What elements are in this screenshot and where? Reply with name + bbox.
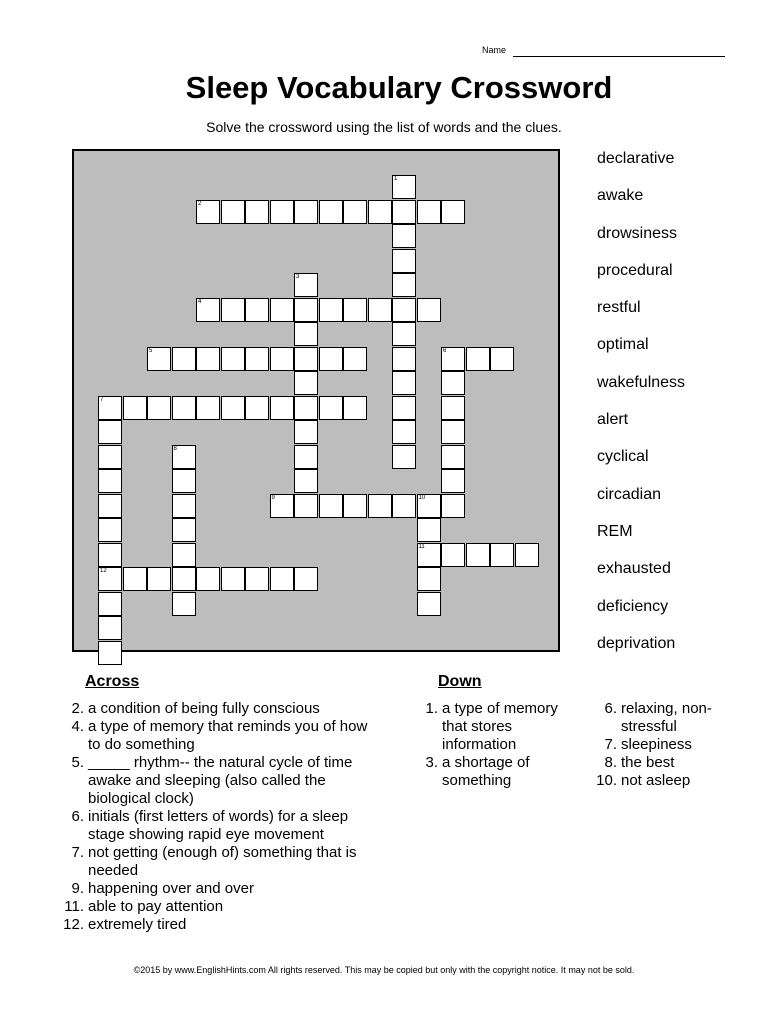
- crossword-cell[interactable]: [441, 347, 465, 371]
- crossword-cell[interactable]: [294, 273, 318, 297]
- crossword-cell[interactable]: [417, 200, 441, 224]
- word-bank-item: circadian: [597, 485, 662, 503]
- word-bank-item: optimal: [597, 336, 649, 354]
- crossword-cell[interactable]: [172, 494, 196, 518]
- crossword-cell[interactable]: [196, 396, 220, 420]
- crossword-cell[interactable]: [417, 543, 441, 567]
- crossword-cell[interactable]: [245, 396, 269, 420]
- word-bank-item: REM: [597, 522, 633, 540]
- crossword-cell[interactable]: [368, 494, 392, 518]
- across-clue: 12. extremely tired: [63, 916, 187, 933]
- across-clue-list: [52, 700, 372, 934]
- name-field-line[interactable]: [513, 56, 725, 57]
- crossword-cell[interactable]: [98, 396, 122, 420]
- clue-number: 4: [198, 298, 202, 305]
- crossword-cell[interactable]: [172, 347, 196, 371]
- crossword-cell[interactable]: [172, 445, 196, 469]
- crossword-cell[interactable]: [245, 298, 269, 322]
- word-bank-item: restful: [597, 299, 641, 317]
- crossword-grid: [72, 149, 560, 652]
- clue-number: 6: [443, 347, 447, 354]
- crossword-cell[interactable]: [147, 567, 171, 591]
- crossword-cell[interactable]: [294, 200, 318, 224]
- across-clue: 7. not getting (enough of) something that is needed: [71, 844, 357, 879]
- crossword-cell[interactable]: [417, 298, 441, 322]
- crossword-cell[interactable]: [417, 494, 441, 518]
- crossword-cell[interactable]: [392, 420, 416, 444]
- crossword-cell[interactable]: [392, 322, 416, 346]
- crossword-cell[interactable]: [392, 396, 416, 420]
- across-clue: 6. initials (first letters of words) for a sleep stage showing rapid eye movement: [71, 808, 349, 843]
- clue-number: 12: [100, 568, 107, 574]
- down-heading: Down: [438, 673, 482, 690]
- crossword-cell[interactable]: [441, 445, 465, 469]
- crossword-cell[interactable]: [294, 396, 318, 420]
- across-clue: 5. _____ rhythm-- the natural cycle of time awake and sleeping (also called the biological clock): [71, 754, 353, 807]
- crossword-cell[interactable]: [172, 592, 196, 616]
- crossword-cell[interactable]: [368, 298, 392, 322]
- crossword-cell[interactable]: [221, 298, 245, 322]
- crossword-cell[interactable]: [245, 567, 269, 591]
- crossword-cell[interactable]: [294, 420, 318, 444]
- crossword-cell[interactable]: [392, 445, 416, 469]
- crossword-cell[interactable]: [245, 200, 269, 224]
- crossword-cell[interactable]: [441, 494, 465, 518]
- across-heading: Across: [85, 673, 140, 690]
- clue-number: 3: [296, 274, 300, 280]
- crossword-cell[interactable]: [221, 396, 245, 420]
- crossword-cell[interactable]: [147, 396, 171, 420]
- crossword-cell[interactable]: [441, 420, 465, 444]
- across-clue: 11. able to pay attention: [64, 898, 224, 915]
- crossword-cell[interactable]: [270, 200, 294, 224]
- page-title: Sleep Vocabulary Crossword: [185, 70, 613, 105]
- word-bank: [597, 150, 685, 672]
- crossword-cell[interactable]: [392, 273, 416, 297]
- crossword-cell[interactable]: [270, 396, 294, 420]
- crossword-cell[interactable]: [319, 298, 343, 322]
- copyright-footer: ©2015 by www.EnglishHints.com All rights reserved. This may be copied but only with the copyright notice. It may not be sold.: [133, 965, 635, 975]
- crossword-cell[interactable]: [123, 396, 147, 420]
- crossword-cell[interactable]: [98, 469, 122, 493]
- crossword-cell[interactable]: [343, 200, 367, 224]
- word-bank-item: drowsiness: [597, 224, 678, 242]
- across-clue: 2. a condition of being fully conscious: [71, 700, 320, 717]
- crossword-cell[interactable]: [172, 396, 196, 420]
- clue-number: 2: [198, 200, 202, 207]
- crossword-cell[interactable]: [343, 347, 367, 371]
- crossword-cell[interactable]: [392, 298, 416, 322]
- crossword-cell[interactable]: [343, 298, 367, 322]
- clue-number: 10: [418, 494, 426, 501]
- crossword-cell[interactable]: [294, 371, 318, 395]
- crossword-cell[interactable]: [98, 494, 122, 518]
- crossword-cell[interactable]: [294, 494, 318, 518]
- crossword-cell[interactable]: [196, 567, 220, 591]
- crossword-cell[interactable]: [196, 298, 220, 322]
- crossword-cell[interactable]: [98, 616, 122, 640]
- crossword-cell[interactable]: [98, 543, 122, 567]
- clue-number: 1: [394, 176, 398, 182]
- clue-number: 8: [173, 445, 177, 452]
- crossword-cell[interactable]: [441, 371, 465, 395]
- crossword-cell[interactable]: [392, 494, 416, 518]
- crossword-cell[interactable]: [417, 567, 441, 591]
- down-clue: 10. not asleep: [596, 772, 691, 789]
- crossword-cell[interactable]: [221, 200, 245, 224]
- crossword-cell[interactable]: [98, 641, 122, 665]
- crossword-cell[interactable]: [221, 567, 245, 591]
- crossword-cell[interactable]: [392, 200, 416, 224]
- word-bank-item: awake: [597, 187, 644, 205]
- crossword-cell[interactable]: [172, 543, 196, 567]
- crossword-cell[interactable]: [196, 200, 220, 224]
- crossword-cell[interactable]: [172, 469, 196, 493]
- crossword-cell[interactable]: [98, 518, 122, 542]
- clue-number: 9: [271, 494, 275, 501]
- down-clue: 1. a type of memory that stores information: [425, 700, 558, 753]
- crossword-cell[interactable]: [294, 322, 318, 346]
- crossword-cell[interactable]: [147, 347, 171, 371]
- word-bank-item: deprivation: [597, 634, 676, 652]
- crossword-cell[interactable]: [392, 175, 416, 199]
- crossword-cell[interactable]: [270, 298, 294, 322]
- crossword-cell[interactable]: [441, 396, 465, 420]
- crossword-cell[interactable]: [392, 371, 416, 395]
- crossword-cell[interactable]: [270, 494, 294, 518]
- crossword-cell[interactable]: [270, 347, 294, 371]
- crossword-cell[interactable]: [343, 396, 367, 420]
- crossword-cell[interactable]: [441, 469, 465, 493]
- crossword-cell[interactable]: [319, 347, 343, 371]
- crossword-cell[interactable]: [392, 249, 416, 273]
- word-bank-item: declarative: [597, 150, 675, 167]
- word-bank-item: wakefulness: [597, 373, 686, 391]
- crossword-cell[interactable]: [417, 592, 441, 616]
- crossword-cell[interactable]: [196, 347, 220, 371]
- crossword-cell[interactable]: [270, 567, 294, 591]
- crossword-cell[interactable]: [294, 445, 318, 469]
- crossword-cell[interactable]: [417, 518, 441, 542]
- clue-number: 7: [100, 396, 104, 403]
- down-clue: 7. sleepiness: [604, 736, 692, 753]
- clue-number: 5: [149, 347, 153, 354]
- crossword-cell[interactable]: [441, 543, 465, 567]
- crossword-cell[interactable]: [441, 200, 465, 224]
- crossword-cell[interactable]: [490, 543, 514, 567]
- crossword-cell[interactable]: [98, 567, 122, 591]
- crossword-cell[interactable]: [245, 347, 269, 371]
- crossword-cell[interactable]: [392, 347, 416, 371]
- clue-number: 11: [418, 543, 425, 550]
- down-clue: 8. the best: [604, 754, 675, 771]
- name-label: Name: [482, 45, 507, 55]
- word-bank-item: procedural: [597, 261, 673, 279]
- crossword-cell[interactable]: [466, 347, 490, 371]
- word-bank-item: exhausted: [597, 560, 671, 578]
- crossword-cell[interactable]: [368, 200, 392, 224]
- word-bank-item: deficiency: [597, 597, 669, 615]
- crossword-cell[interactable]: [294, 567, 318, 591]
- page-subtitle: Solve the crossword using the list of words and the clues.: [206, 119, 562, 135]
- crossword-cell[interactable]: [294, 347, 318, 371]
- across-clue: 9. happening over and over: [71, 880, 254, 897]
- crossword-cell[interactable]: [221, 347, 245, 371]
- crossword-cell[interactable]: [490, 347, 514, 371]
- crossword-cell[interactable]: [98, 420, 122, 444]
- crossword-cell[interactable]: [98, 445, 122, 469]
- word-bank-item: alert: [597, 411, 629, 429]
- crossword-cell[interactable]: [172, 567, 196, 591]
- crossword-cell[interactable]: [294, 469, 318, 493]
- down-clue-list-1: [413, 700, 563, 790]
- crossword-cell[interactable]: [294, 298, 318, 322]
- crossword-cell[interactable]: [392, 224, 416, 248]
- word-bank-item: cyclical: [597, 448, 649, 466]
- crossword-cell[interactable]: [319, 396, 343, 420]
- crossword-cell[interactable]: [319, 200, 343, 224]
- down-clue-list-2: [590, 700, 765, 790]
- crossword-cell[interactable]: [466, 543, 490, 567]
- down-clue: 6. relaxing, non-stressful: [604, 700, 712, 735]
- crossword-cell[interactable]: [123, 567, 147, 591]
- across-clue: 4. a type of memory that reminds you of how to do something: [71, 718, 368, 753]
- crossword-cell[interactable]: [343, 494, 367, 518]
- down-clue: 3. a shortage of something: [425, 754, 530, 789]
- crossword-cell[interactable]: [319, 494, 343, 518]
- crossword-cell[interactable]: [98, 592, 122, 616]
- crossword-cell[interactable]: [172, 518, 196, 542]
- crossword-cell[interactable]: [515, 543, 539, 567]
